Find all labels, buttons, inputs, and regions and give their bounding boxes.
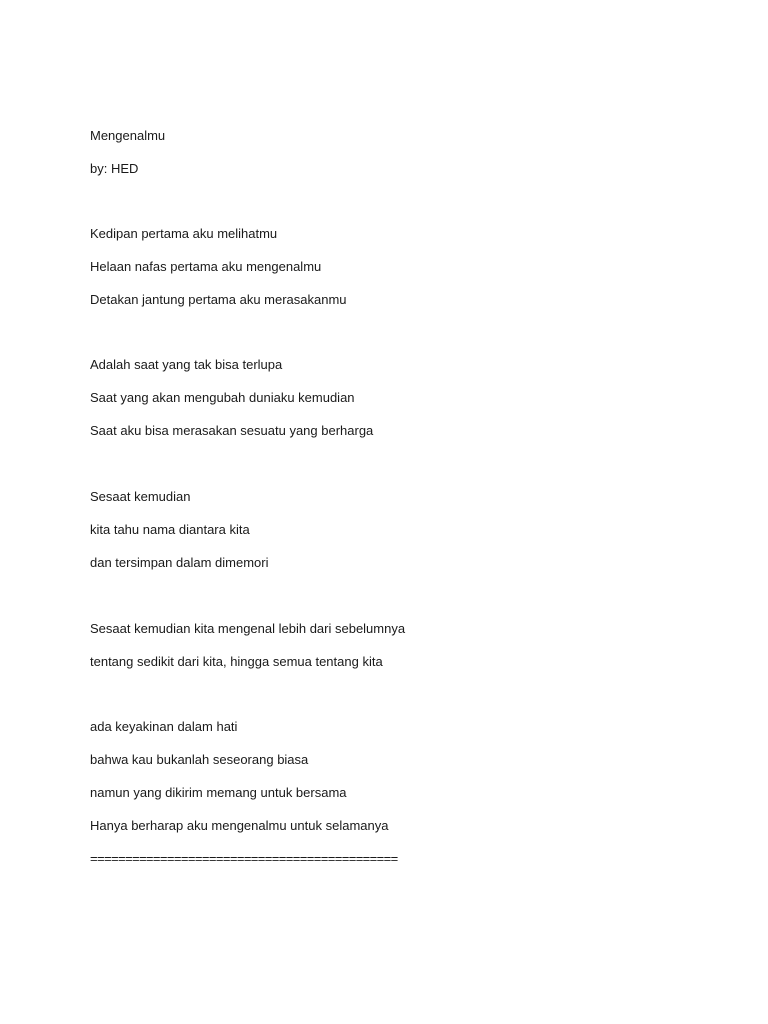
poem-line: Adalah saat yang tak bisa terlupa: [90, 357, 283, 372]
poem-line: Hanya berharap aku mengenalmu untuk selamanya: [90, 818, 389, 833]
poem-title: Mengenalmu: [90, 128, 166, 143]
divider-line: ============================================: [90, 851, 398, 866]
poem-line: bahwa kau bukanlah seseorang biasa: [90, 752, 309, 767]
poem-line: Sesaat kemudian kita mengenal lebih dari sebelumnya: [90, 621, 406, 636]
poem-line: namun yang dikirim memang untuk bersama: [90, 785, 347, 800]
poem-line: Kedipan pertama aku melihatmu: [90, 226, 278, 241]
poem-line: kita tahu nama diantara kita: [90, 522, 250, 537]
poem-line: dan tersimpan dalam dimemori: [90, 555, 269, 570]
poem-line: ada keyakinan dalam hati: [90, 719, 238, 734]
poem-author: by: HED: [90, 161, 139, 176]
poem-line: Sesaat kemudian: [90, 489, 191, 504]
poem-line: Helaan nafas pertama aku mengenalmu: [90, 259, 322, 274]
poem-line: Detakan jantung pertama aku merasakanmu: [90, 292, 347, 307]
poem-line: tentang sedikit dari kita, hingga semua tentang kita: [90, 654, 383, 669]
poem-line: Saat yang akan mengubah duniaku kemudian: [90, 390, 355, 405]
poem-line: Saat aku bisa merasakan sesuatu yang berharga: [90, 423, 374, 438]
